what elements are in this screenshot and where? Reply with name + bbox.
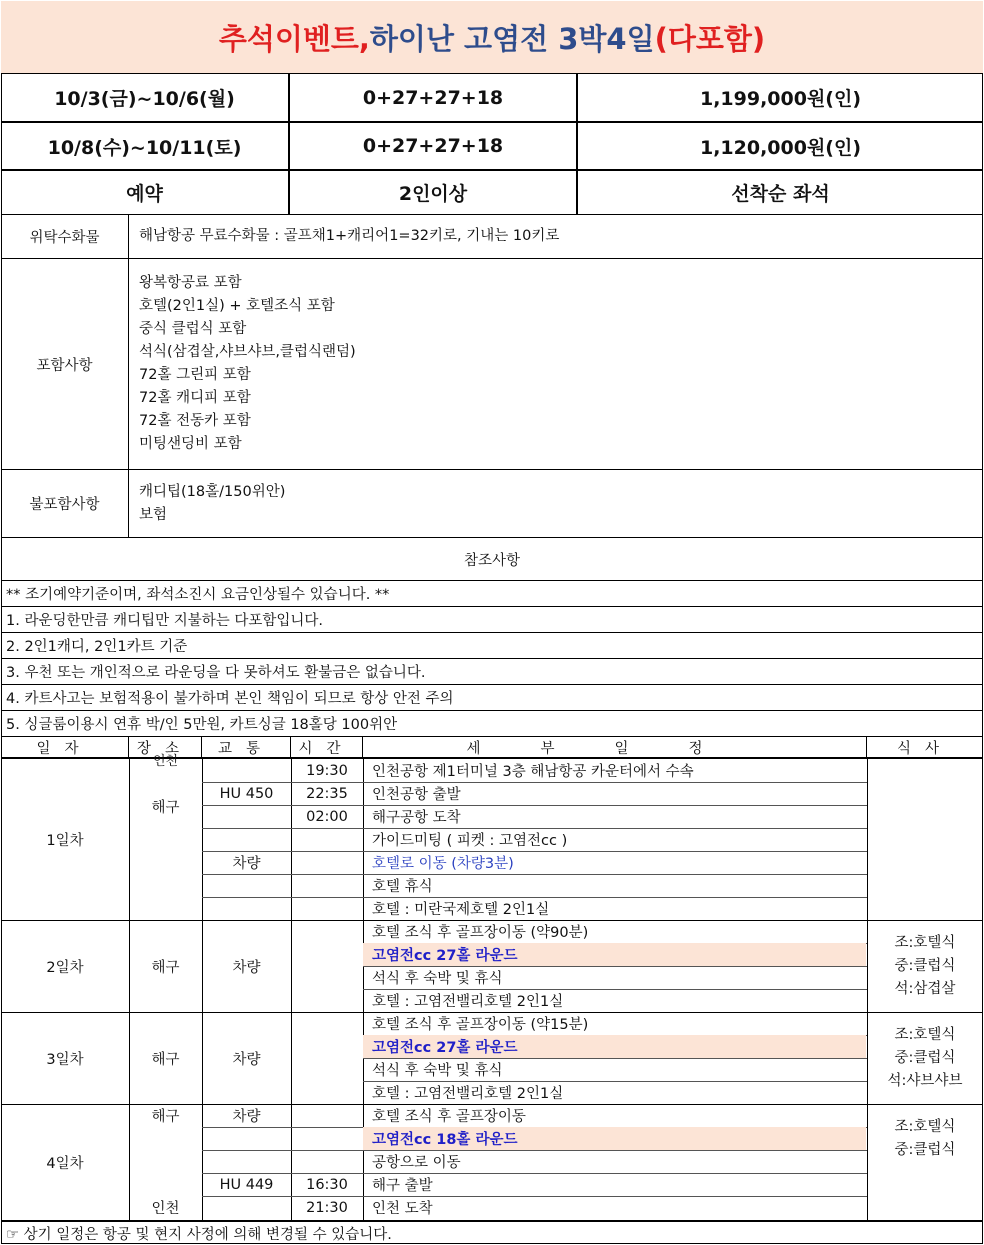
meal-item: 조:호텔식 [894,934,956,951]
price-holes: 0+27+27+18 [290,74,578,121]
meal-item: 중:클럽식 [894,1049,956,1066]
excluded-list [129,470,983,537]
day4-flight: HU 449 [219,1176,274,1193]
included-list [129,259,983,469]
day4-place-bottom: 인천 [151,1201,180,1217]
day4-time: 16:30 [306,1176,348,1193]
price-row-2 [1,123,983,171]
baggage-label: 위탁수화물 [1,215,129,258]
price-dates: 10/8(수)~10/11(토) [1,123,290,169]
price-amount: 1,199,000원(인) [699,88,862,110]
note-line: 1. 라운딩한만큼 캐디팁만 지불하는 다포함입니다. [1,607,983,633]
day1-time: 22:35 [306,785,348,802]
list-item: 캐디팁(18홀/150위안) [139,483,286,500]
meal-item: 조:호텔식 [894,1026,956,1043]
page-title [1,1,983,74]
schedule-detail-round: 고염전cc 27홀 라운드 [363,943,866,966]
day3-meals [867,1012,983,1104]
footer-note: ☞ 상기 일정은 항공 및 현지 사정에 의해 변경될 수 있습니다. [1,1220,983,1244]
day1-label: 1일차 [46,833,84,849]
schedule-detail: 석식 후 숙박 및 휴식 [372,1063,503,1079]
day2-transport: 차량 [232,959,261,976]
schedule-detail: 호텔 : 미란국제호텔 2인1실 [372,902,550,918]
reservation-row [1,171,983,215]
day2-label: 2일차 [46,959,84,976]
list-item: 72홀 그린피 포함 [139,367,251,383]
baggage-row [1,215,983,259]
schedule-detail: 인천 도착 [372,1201,433,1217]
note-line: 3. 우천 또는 개인적으로 라운딩을 다 못하셔도 환불금은 없습니다. [1,659,983,685]
meal-item: 석:샤브샤브 [887,1072,963,1089]
day1-time: 19:30 [306,762,348,779]
day3-place: 해구 [151,1051,180,1068]
day1-place-top: 인천 [152,753,179,769]
note-line: 4. 카트사고는 보험적용이 불가하며 본인 책임이 되므로 항상 안전 주의 [1,685,983,711]
meal-item: 석:삼겹살 [894,980,956,997]
reservation-seats: 선착순 좌석 [731,183,830,205]
meal-item: 중:클럽식 [894,957,956,974]
schedule-detail: 해구 출발 [372,1178,433,1194]
day3-transport: 차량 [232,1051,261,1068]
schedule-detail: 인천공항 출발 [372,787,461,803]
meal-item: 중:클럽식 [894,1142,956,1158]
day2-meals [867,920,983,1012]
list-item: 미팅샌딩비 포함 [139,436,242,452]
day1-flight: HU 450 [219,785,274,802]
schedule-detail: 가이드미팅 ( 피켓 : 고염전cc ) [372,833,568,849]
excluded-row [1,470,983,538]
list-item: 보험 [139,506,168,523]
schedule-detail: 호텔 조식 후 골프장이동 [372,1109,526,1125]
meal-item: 조:호텔식 [894,1119,956,1135]
day1-car: 차량 [232,856,261,872]
day1-time: 02:00 [306,808,348,825]
schedule-detail: 호텔 : 고염전밸리호텔 2인1실 [372,994,564,1010]
schedule-detail-round: 고염전cc 27홀 라운드 [363,1035,866,1058]
header-day: 일자 [1,737,129,757]
schedule-detail: 석식 후 숙박 및 휴식 [372,971,503,987]
note-line: 2. 2인1캐디, 2인1카트 기준 [1,633,983,659]
list-item: 호텔(2인1실) + 호텔조식 포함 [139,298,335,314]
baggage-value: 해남항공 무료수화물 : 골프채1+캐리어1=32키로, 기내는 10키로 [139,228,560,244]
list-item: 왕복항공료 포함 [139,275,242,291]
day4-meals [867,1104,983,1174]
header-detail: 세부일정 [363,737,867,757]
reservation-label: 예약 [1,171,290,214]
schedule-detail: 해구공항 도착 [372,810,461,826]
list-item: 중식 클럽식 포함 [139,321,247,337]
day4-time: 21:30 [306,1199,348,1216]
schedule-detail: 인천공항 제1터미널 3층 해남항공 카운터에서 수속 [372,764,694,780]
schedule-detail: 공항으로 이동 [372,1155,461,1171]
day1-place: 해구 [151,800,180,816]
schedule-detail: 호텔 휴식 [372,879,433,895]
price-row-1 [1,74,983,123]
schedule-detail: 호텔 조식 후 골프장이동 (약90분) [372,925,589,941]
header-time: 시간 [291,737,363,757]
day2-place: 해구 [151,959,180,976]
day4-place: 해구 [151,1109,180,1125]
included-label: 포함사항 [1,259,129,469]
schedule-detail: 호텔로 이동 (차량3분) [372,856,514,872]
reference-heading: 참조사항 [1,538,983,581]
title-all-inclusive: (다포함) [654,21,766,56]
included-row [1,259,983,470]
note-line: ** 조기예약기준이며, 좌석소진시 요금인상될수 있습니다. ** [1,581,983,607]
price-holes: 0+27+27+18 [290,123,578,169]
reservation-min-people: 2인이상 [290,171,578,214]
price-amount: 1,120,000원(인) [699,136,862,159]
list-item: 72홀 캐디피 포함 [139,390,251,406]
schedule-detail: 호텔 : 고염전밸리호텔 2인1실 [372,1086,564,1102]
schedule-detail-round: 고염전cc 18홀 라운드 [363,1127,866,1150]
day3-label: 3일차 [46,1051,84,1068]
header-meal: 식사 [896,740,953,757]
title-tour: 하이난 고염전 3박4일 [369,21,655,56]
list-item: 72홀 전동카 포함 [139,413,251,429]
price-dates: 10/3(금)~10/6(월) [1,74,290,121]
day4-label: 4일차 [46,1155,84,1172]
list-item: 석식(삼겹살,샤브샤브,클럽식랜덤) [139,344,356,360]
header-transport: 교통 [202,737,291,757]
day4-car: 차량 [232,1109,261,1125]
schedule-detail: 호텔 조식 후 골프장이동 (약15분) [372,1017,589,1033]
excluded-label: 불포함사항 [1,470,129,537]
title-event: 추석이벤트, [218,21,370,56]
note-line: 5. 싱글룸이용시 연휴 박/인 5만원, 카트싱글 18홀당 100위안 [1,711,983,737]
header-place: 장소 [129,737,202,757]
